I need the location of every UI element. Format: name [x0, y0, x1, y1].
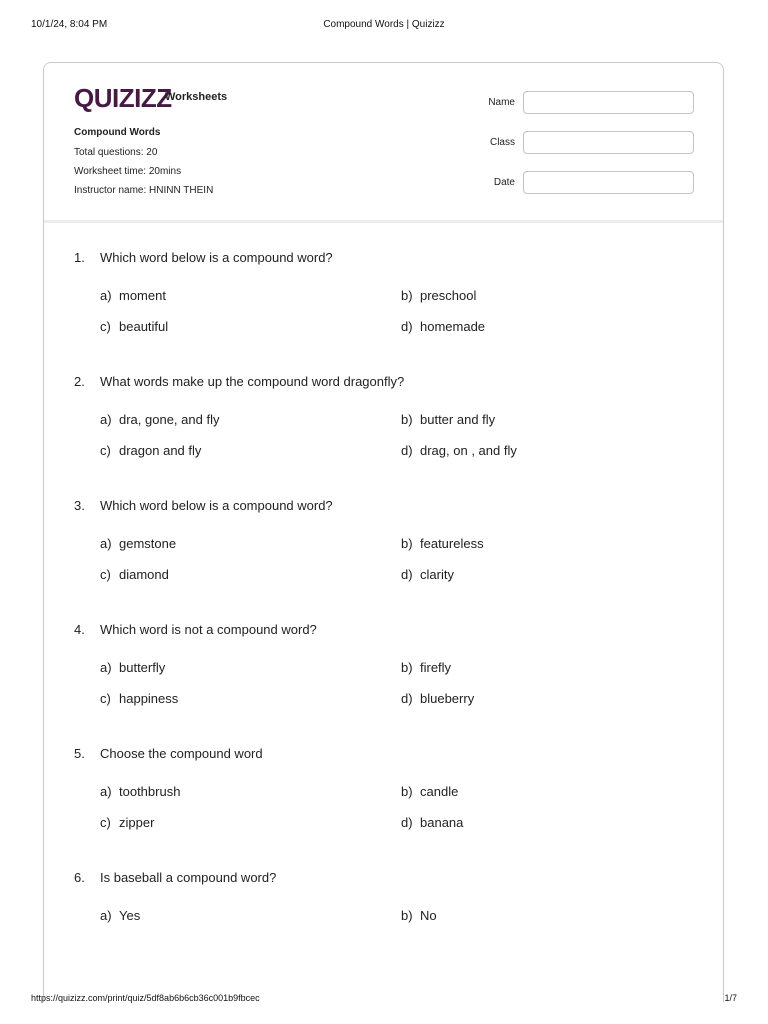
question-text: Is baseball a compound word?: [100, 870, 277, 885]
option-d: [401, 319, 485, 334]
option-letter: c): [100, 691, 111, 706]
question-number: 4.: [74, 622, 85, 637]
instructor-name: Instructor name: HNINN THEIN: [74, 185, 214, 196]
option-letter: d): [401, 815, 413, 830]
option-text: blueberry: [420, 691, 475, 706]
option-letter: c): [100, 815, 111, 830]
option-text: toothbrush: [119, 784, 181, 799]
option-text: diamond: [119, 567, 169, 582]
option-letter: a): [100, 908, 112, 923]
total-questions: Total questions: 20: [74, 147, 158, 158]
option-text: dra, gone, and fly: [119, 412, 220, 427]
option-c: [100, 443, 201, 458]
print-url: https://quizizz.com/print/quiz/5df8ab6b6cb36c001b9fbcec: [31, 993, 260, 1003]
option-letter: a): [100, 536, 112, 551]
print-page-title: Compound Words | Quizizz: [323, 19, 445, 30]
option-letter: b): [401, 412, 413, 427]
option-a: [100, 412, 219, 427]
option-b: [401, 908, 437, 923]
question-number: 1.: [74, 250, 85, 265]
option-b: [401, 412, 495, 427]
option-text: clarity: [420, 567, 454, 582]
option-b: [401, 288, 476, 303]
option-text: gemstone: [119, 536, 177, 551]
quizizz-logo: QUIZIZZ: [74, 83, 172, 113]
print-header: [0, 19, 768, 33]
class-field[interactable]: [523, 131, 694, 154]
option-d: [401, 443, 517, 458]
option-letter: d): [401, 319, 413, 334]
option-text: banana: [420, 815, 464, 830]
quiz-title: Compound Words: [74, 127, 161, 138]
option-letter: a): [100, 660, 112, 675]
worksheet-header: [44, 63, 723, 223]
option-a: [100, 784, 180, 799]
question-number: 2.: [74, 374, 85, 389]
name-field[interactable]: [523, 91, 694, 114]
option-letter: a): [100, 288, 112, 303]
option-letter: a): [100, 412, 112, 427]
option-c: [100, 567, 169, 582]
question-text: What words make up the compound word dragonfly?: [100, 374, 405, 389]
option-letter: c): [100, 567, 111, 582]
option-text: candle: [420, 784, 459, 799]
option-c: [100, 319, 168, 334]
question-text: Which word is not a compound word?: [100, 622, 317, 637]
option-text: firefly: [420, 660, 452, 675]
option-d: [401, 567, 454, 582]
name-label: Name: [488, 97, 515, 108]
option-letter: b): [401, 660, 413, 675]
option-d: [401, 691, 474, 706]
question-number: 5.: [74, 746, 85, 761]
class-label: Class: [489, 137, 515, 148]
option-text: homemade: [420, 319, 486, 334]
option-text: dragon and fly: [119, 443, 202, 458]
option-text: No: [420, 908, 437, 923]
option-text: preschool: [420, 288, 477, 303]
option-text: Yes: [119, 908, 141, 923]
worksheet-time: Worksheet time: 20mins: [74, 166, 182, 177]
page-number: 1/7: [724, 993, 737, 1003]
option-letter: d): [401, 691, 413, 706]
option-text: drag, on , and fly: [420, 443, 517, 458]
worksheet-card: [43, 62, 724, 1002]
print-timestamp: 10/1/24, 8:04 PM: [31, 19, 108, 30]
option-letter: d): [401, 567, 413, 582]
option-letter: c): [100, 319, 111, 334]
option-text: featureless: [420, 536, 484, 551]
date-field[interactable]: [523, 171, 694, 194]
option-a: [100, 536, 176, 551]
option-text: zipper: [119, 815, 155, 830]
option-letter: a): [100, 784, 112, 799]
option-text: butterfly: [119, 660, 166, 675]
option-b: [401, 536, 484, 551]
option-text: butter and fly: [420, 412, 496, 427]
logo-subtitle: Worksheets: [165, 91, 228, 103]
question-text: Which word below is a compound word?: [100, 250, 333, 265]
option-letter: b): [401, 908, 413, 923]
option-text: happiness: [119, 691, 179, 706]
option-d: [401, 815, 463, 830]
option-text: beautiful: [119, 319, 169, 334]
option-a: [100, 288, 166, 303]
option-a: [100, 908, 140, 923]
question-text: Which word below is a compound word?: [100, 498, 333, 513]
option-c: [100, 815, 154, 830]
option-letter: b): [401, 288, 413, 303]
question-number: 6.: [74, 870, 85, 885]
option-text: moment: [119, 288, 166, 303]
date-label: Date: [493, 177, 515, 188]
option-letter: d): [401, 443, 413, 458]
option-letter: c): [100, 443, 111, 458]
question-number: 3.: [74, 498, 85, 513]
option-letter: b): [401, 536, 413, 551]
option-c: [100, 691, 178, 706]
option-b: [401, 660, 451, 675]
option-b: [401, 784, 458, 799]
option-letter: b): [401, 784, 413, 799]
question-text: Choose the compound word: [100, 746, 263, 761]
option-a: [100, 660, 165, 675]
